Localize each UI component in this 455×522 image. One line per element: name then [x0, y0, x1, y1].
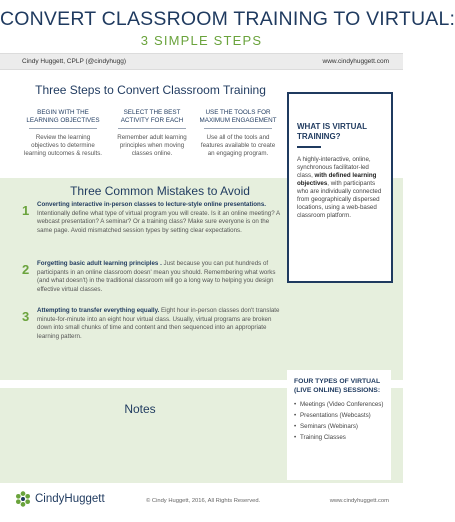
page-title: CONVERT CLASSROOM TRAINING TO VIRTUAL: — [0, 8, 455, 30]
step-title: BEGIN WITH THE LEARNING OBJECTIVES — [26, 109, 100, 124]
website-link[interactable]: www.cindyhuggett.com — [322, 58, 389, 65]
divider — [297, 146, 321, 148]
list-item: • Seminars (Webinars) — [294, 423, 384, 431]
steps-heading: Three Steps to Convert Classroom Training — [35, 83, 266, 97]
step-1 — [22, 109, 104, 158]
definition-box — [287, 92, 393, 283]
step-title: USE THE TOOLS FOR MAXIMUM ENGAGEMENT — [199, 109, 277, 124]
step-body: Use all of the tools and features available to create an engaging program. — [200, 134, 276, 157]
footer-website-link[interactable]: www.cindyhuggett.com — [329, 498, 389, 504]
mistake-item — [22, 201, 284, 235]
meta-bar — [0, 53, 403, 70]
list-item: • Presentations (Webcasts) — [294, 412, 384, 420]
step-3 — [197, 109, 279, 158]
step-2 — [111, 109, 193, 158]
notes-heading: Notes — [124, 402, 156, 416]
definition-body: A highly-interactive, online, synchronous facilitator-led class, with defined learning objectives, with participants who are individually connected from geographically dispersed locations, using a web-based classroom platform. — [297, 156, 382, 219]
mistake-item — [22, 260, 284, 294]
brand-name: CindyHuggett — [35, 493, 105, 505]
session-types-list — [294, 401, 384, 442]
mistake-number: 3 — [22, 309, 30, 324]
session-types-box — [287, 370, 391, 480]
page-subtitle: 3 SIMPLE STEPS — [140, 33, 263, 48]
divider — [118, 128, 186, 129]
author-line: Cindy Huggett, CPLP (@cindyhugg) — [22, 58, 127, 65]
mistake-number: 2 — [22, 262, 30, 277]
mistake-text: Converting interactive in-person classes to lecture-style online presentations. Intentionally define what type of virtual program you will create. Is it an online meeting? A webcast presentation? A seminar? Or a training class? Make sure everyone is on the same page. Avoid mismatched session types by setting clear expectations. — [37, 201, 280, 234]
list-item: • Meetings (Video Conferences) — [294, 401, 384, 409]
session-types-title: FOUR TYPES OF VIRTUAL (LIVE ONLINE) SESSIONS: — [294, 378, 381, 394]
divider — [29, 128, 97, 129]
brand-logo — [14, 488, 105, 510]
definition-title: WHAT IS VIRTUAL TRAINING? — [297, 122, 367, 141]
step-body: Review the learning objectives to determine learning outcomes & results. — [23, 134, 103, 157]
mistake-text: Attempting to transfer everything equally. Eight hour in-person classes don't translate minute-for-minute into an eight hour virtual class. Usually, virtual programs are broken down into small chunks of time and content and then sequenced into an appropriate learning pattern. — [37, 307, 280, 340]
step-title: SELECT THE BEST ACTIVITY FOR EACH — [120, 109, 184, 124]
mistake-number: 1 — [22, 203, 30, 218]
divider — [204, 128, 272, 129]
mistake-item — [22, 307, 284, 341]
mistakes-heading: Three Common Mistakes to Avoid — [70, 184, 250, 198]
copyright: © Cindy Huggett, 2016, All Rights Reserved. — [146, 498, 261, 504]
mistake-text: Forgetting basic adult learning principles . Just because you can put hundreds of participants in an online classroom doesn' mean you should. Remembering what works (and what doesn't) in the traditional classroom will go a long way to helping you design effective virtual classes. — [37, 260, 276, 293]
list-item: • Training Classes — [294, 434, 384, 442]
step-body: Remember adult learning principles when moving classes online. — [117, 134, 187, 157]
logo-icon — [14, 490, 32, 508]
